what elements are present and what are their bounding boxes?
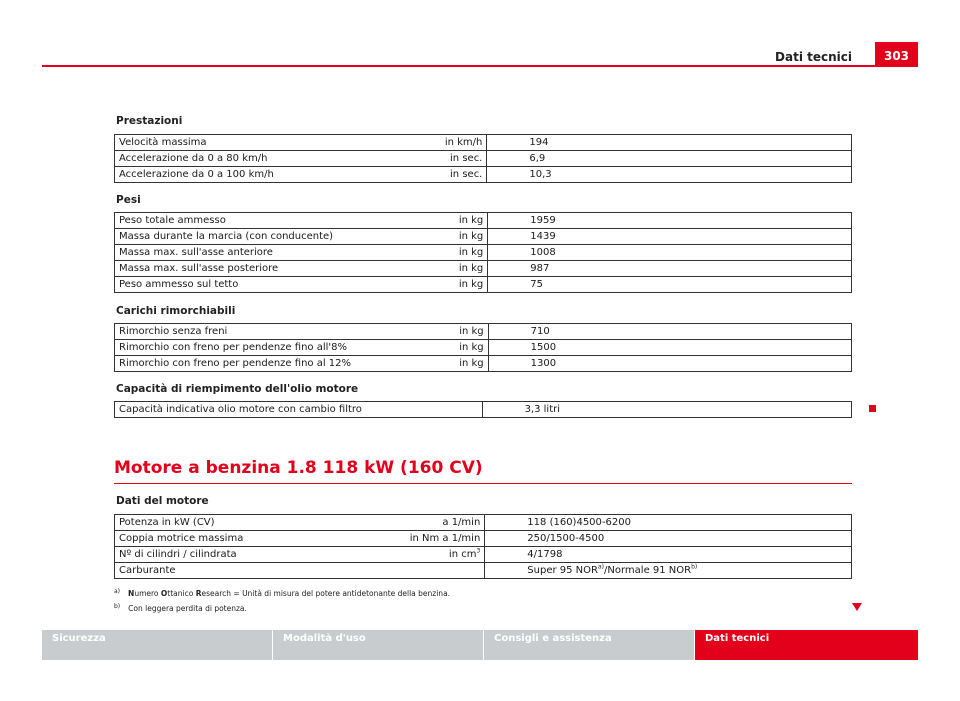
- page-number: 303: [875, 42, 918, 67]
- table-olio: [114, 401, 852, 418]
- table-row: Rimorchio senza freni in kg 710: [115, 324, 852, 340]
- engine-subtitle: Dati del motore: [116, 495, 209, 507]
- section-title-olio: Capacità di riempimento dell'olio motore: [116, 383, 359, 395]
- nav-tab-sicurezza[interactable]: Sicurezza: [42, 630, 272, 660]
- table-row: Potenza in kW (CV) a 1/min 118 (160)4500-6200: [115, 515, 852, 531]
- section-title-pesi: Pesi: [116, 194, 141, 206]
- unit-with-superscript: in $cm^3$: [397, 547, 485, 563]
- table-row: Massa max. sull'asse anteriore in kg 1008: [115, 245, 852, 261]
- table-row: Peso ammesso sul tetto in kg 75: [115, 277, 852, 293]
- table-row: Velocità massima in km/h 194: [115, 135, 852, 151]
- header-rule: [42, 65, 918, 67]
- table-row: Accelerazione da 0 a 100 km/h in sec. 10,3: [115, 167, 852, 183]
- heading-rule: [114, 483, 852, 484]
- table-row: Carburante Super 95 NOR$^{a)}$/Normale 91 NOR$^{b)}$: [115, 563, 852, 579]
- engine-heading: Motore a benzina 1.8 118 kW (160 CV): [114, 458, 483, 478]
- table-row: Accelerazione da 0 a 80 km/h in sec. 6,9: [115, 151, 852, 167]
- footnote-a: $^{a)}$ Numero Ottanico Research = Unità di misura del potere antidetonante della benzina.: [114, 587, 451, 598]
- table-row: Capacità indicativa olio motore con cambio filtro 3,3 litri: [115, 402, 852, 418]
- nav-tab-dati-tecnici[interactable]: Dati tecnici: [695, 630, 918, 660]
- fuel-value: Super 95 NOR$^{a)}$/Normale 91 NOR$^{b)}$: [485, 563, 852, 579]
- section-end-marker: [869, 405, 876, 412]
- table-row: Rimorchio con freno per pendenze fino all'8% in kg 1500: [115, 340, 852, 356]
- table-carichi: [114, 323, 852, 372]
- table-engine: [114, 514, 852, 579]
- nav-tab-consigli-assistenza[interactable]: Consigli e assistenza: [484, 630, 694, 660]
- chapter-title: Dati tecnici: [775, 50, 852, 64]
- table-row: Nº di cilindri / cilindrata in $cm^3$ 4/1798: [115, 547, 852, 563]
- table-row: Peso totale ammesso in kg 1959: [115, 213, 852, 229]
- continue-arrow-icon: [852, 603, 862, 611]
- table-row: Massa durante la marcia (con conducente) in kg 1439: [115, 229, 852, 245]
- table-row: Massa max. sull'asse posteriore in kg 987: [115, 261, 852, 277]
- table-pesi: [114, 212, 852, 293]
- section-title-carichi: Carichi rimorchiabili: [116, 305, 236, 317]
- footnote-b: $^{b)}$ Con leggera perdita di potenza.: [114, 602, 247, 613]
- table-prestazioni: [114, 134, 852, 183]
- section-title-prestazioni: Prestazioni: [116, 115, 183, 127]
- nav-tab-modalita-uso[interactable]: Modalità d'uso: [273, 630, 483, 660]
- table-row: Rimorchio con freno per pendenze fino al 12% in kg 1300: [115, 356, 852, 372]
- table-row: Coppia motrice massima in Nm a 1/min 250/1500-4500: [115, 531, 852, 547]
